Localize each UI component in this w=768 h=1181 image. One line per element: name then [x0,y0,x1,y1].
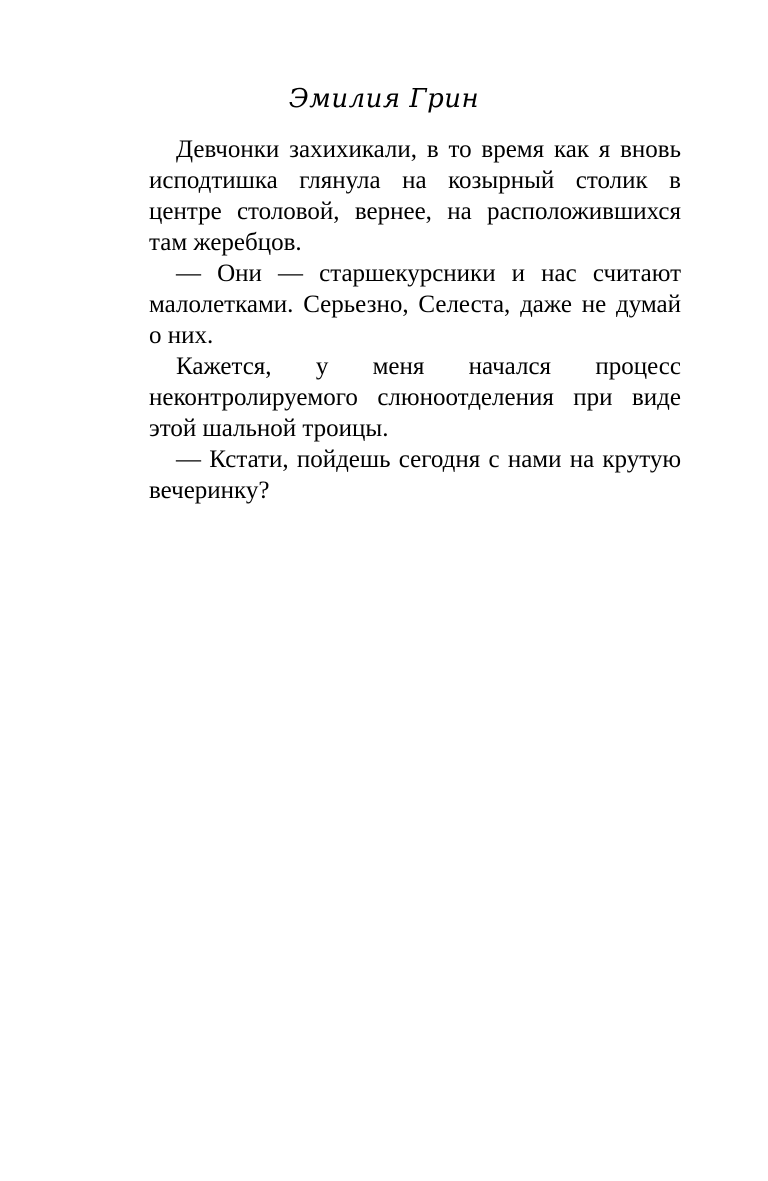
paragraph: Девчонки захихикали, в то время как я вновь исподтишка глянула на козырный столик в центре столовой, вернее, на расположившихся там жеребцов. [149,136,681,256]
paragraph: — Они — старшекурсники и нас считают малолетками. Серьезно, Селеста, даже не думай о них. [149,260,681,349]
paragraph: — Кстати, пойдешь сегодня с нами на крутую вечеринку? [149,446,681,504]
body-text [149,134,681,506]
paragraph: Кажется, у меня начался процесс неконтролируемого слюноотделения при виде этой шальной троицы. [149,353,681,442]
running-header: Эмилия Грин [288,84,480,114]
